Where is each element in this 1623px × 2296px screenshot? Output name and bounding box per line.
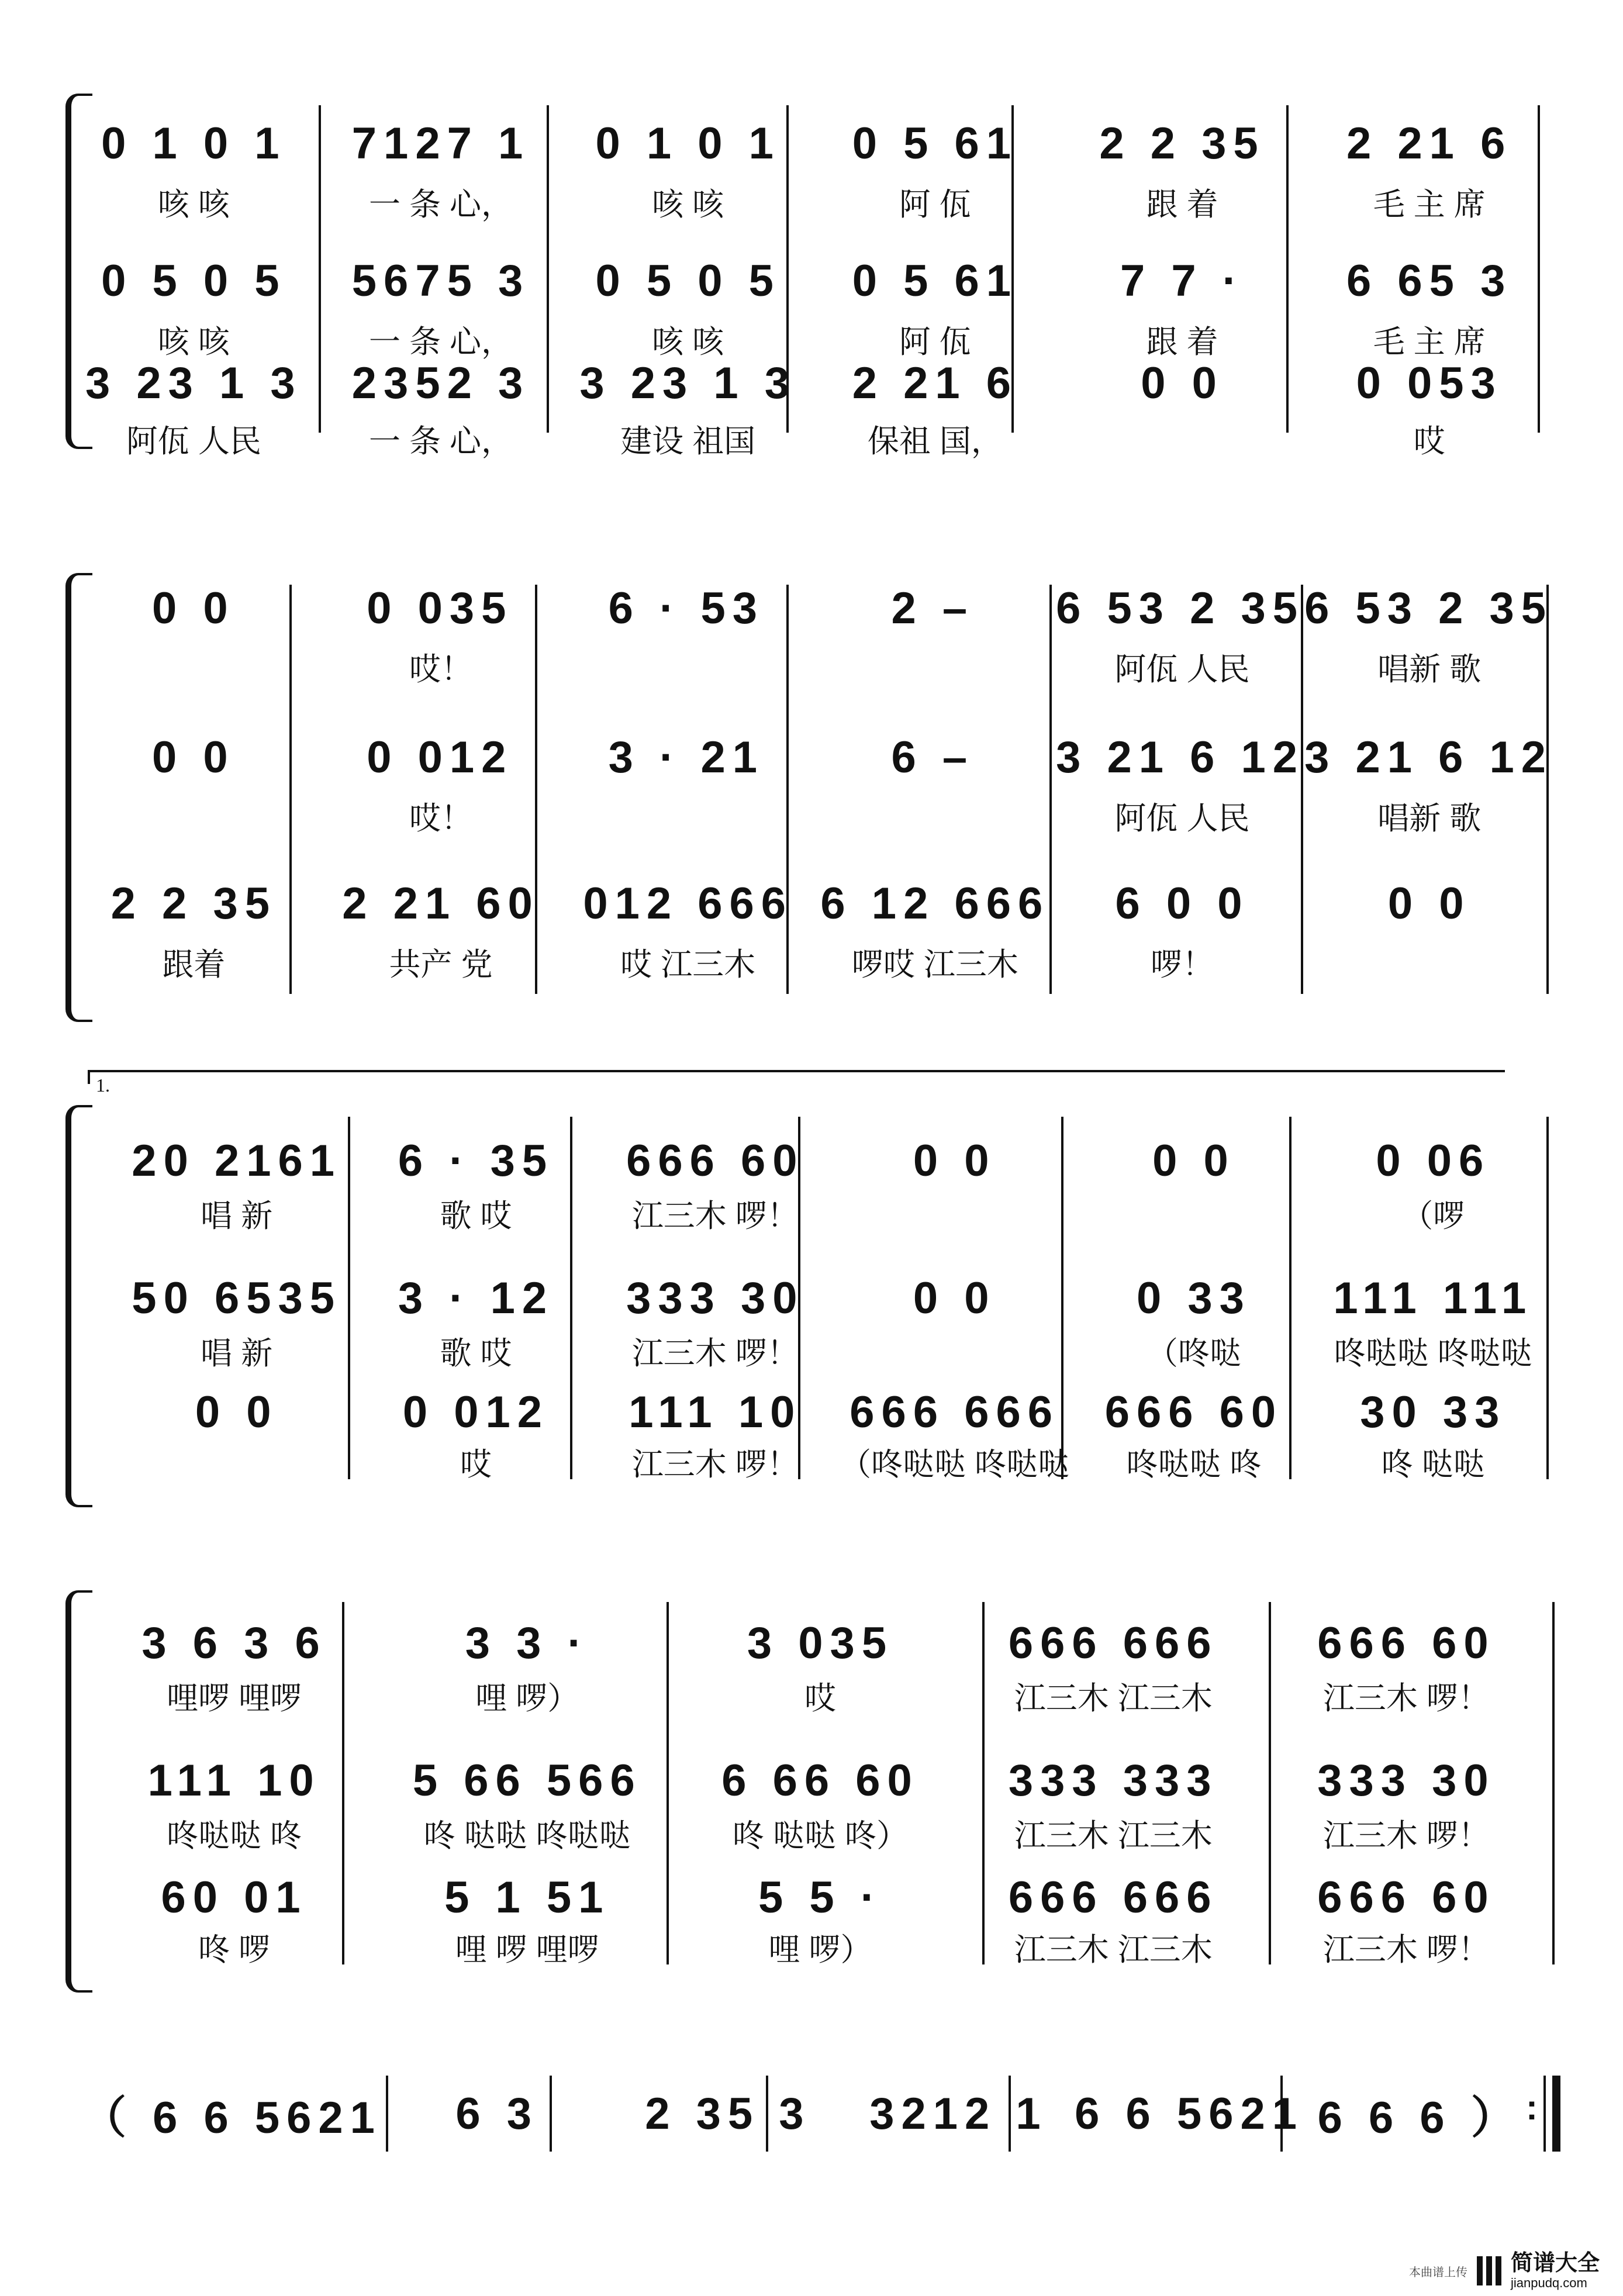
lyric: 江三木 啰！: [631, 1446, 799, 1482]
measure: 6 65 3: [1346, 256, 1513, 306]
lyric: 咚哒哒 咚: [1126, 1446, 1262, 1482]
notation-row: [0, 877, 1623, 930]
lyric: 咚 哒哒: [1381, 1446, 1485, 1482]
measure: 333 333: [1008, 1755, 1218, 1805]
measure: 0 0: [1141, 358, 1224, 408]
measure: 3 21 6 12: [1304, 732, 1553, 782]
measure: 0 0: [151, 732, 235, 782]
lyric: 哎: [1413, 423, 1445, 459]
measure: 6 53 2 35: [1304, 583, 1553, 633]
lyric: 哩啰 哩啰: [167, 1680, 302, 1716]
notation-row: [0, 117, 1623, 170]
measure: 0 1 0 1: [101, 118, 286, 168]
system-2: [0, 561, 1623, 1029]
lyric: 哩 啰）: [475, 1680, 579, 1716]
lyric: （咚哒哒 咚哒哒: [840, 1446, 1070, 1482]
measure: 3 035: [747, 1618, 894, 1668]
lyric: 一 条 心，: [369, 324, 513, 360]
notation-row: [0, 254, 1623, 307]
lyric: 咳 咳: [157, 187, 230, 222]
measure: 50 6535: [132, 1273, 342, 1323]
lyric: 江三木 江三木: [1014, 1680, 1213, 1716]
measure: 3 21 6 12: [1056, 732, 1305, 782]
site-url: jianpudq.com: [1510, 2275, 1587, 2290]
measure: 5 66 566: [412, 1755, 642, 1805]
measure: 5675 3: [351, 256, 530, 306]
lyric: 江三木 江三木: [1014, 1932, 1213, 1967]
lyric: 江三木 啰！: [631, 1198, 799, 1234]
notation-row: [0, 1386, 1623, 1438]
lyric: 哎！: [409, 651, 472, 687]
measure: 2 21 6: [852, 358, 1018, 408]
system-1: [0, 82, 1623, 459]
lyric: 哩 啰）: [768, 1932, 872, 1967]
lyric: （咚哒: [1146, 1335, 1241, 1371]
measure: 6 0 0: [1115, 878, 1249, 928]
measure: 6 6 6 ）: [1317, 2093, 1522, 2143]
lyric-row: [0, 795, 1623, 836]
lyric: 阿 佤: [899, 187, 971, 222]
measure: 6 · 35: [398, 1135, 554, 1186]
measure: 0 5 61: [852, 118, 1018, 168]
measure: 666 60: [1317, 1872, 1496, 1922]
measure: 30 33: [1360, 1387, 1507, 1437]
lyric-row: [0, 1812, 1623, 1853]
lyric: 江三木 啰！: [1322, 1680, 1490, 1716]
measure: 6 53 2 35: [1056, 583, 1305, 633]
measure: 20 2161: [132, 1135, 342, 1186]
lyric-row: [0, 319, 1623, 360]
lyric: 江三木 啰！: [631, 1335, 799, 1371]
lyric: 咚哒哒 咚哒哒: [1334, 1335, 1532, 1371]
measure: 0 053: [1356, 358, 1503, 408]
measure: 3 · 12: [398, 1273, 554, 1323]
lyric: 唱 新: [201, 1335, 273, 1371]
measure: 0 0: [195, 1387, 278, 1437]
notation-row: [0, 1754, 1623, 1807]
measure: 012 666: [583, 878, 793, 928]
measure: 7127 1: [351, 118, 530, 168]
lyric: 共产 党: [389, 947, 493, 982]
lyric-row: [0, 646, 1623, 687]
measure: 0 1 0 1: [595, 118, 781, 168]
measure: 0 06: [1376, 1135, 1491, 1186]
lyric: 啰！: [1151, 947, 1214, 982]
measure: 3 · 21: [608, 732, 764, 782]
measure: 666 60: [626, 1135, 804, 1186]
measure: 0 012: [367, 732, 513, 782]
lyric-row: [0, 418, 1623, 459]
lyric-row: [0, 1926, 1623, 1967]
lyric: 阿佤 人民: [1114, 800, 1250, 836]
lyric: 哎: [804, 1680, 836, 1716]
measure: 111 10: [629, 1387, 802, 1437]
measure: 666 666: [850, 1387, 1060, 1437]
measure: 0 0: [913, 1273, 996, 1323]
measure: 6 · 53: [608, 583, 764, 633]
measure: 3 3 ·: [465, 1618, 589, 1668]
measure: 0 0: [1152, 1135, 1235, 1186]
lyric: 毛 主 席: [1373, 324, 1486, 360]
measure: 0 5 0 5: [595, 256, 781, 306]
measure: 0 012: [402, 1387, 550, 1437]
lyric: 跟着: [162, 947, 226, 982]
notation-row: [0, 582, 1623, 634]
measure: 333 30: [626, 1273, 804, 1323]
lyric-row: [0, 181, 1623, 222]
measure: 2 –: [891, 583, 975, 633]
measure: 111 111: [1333, 1273, 1534, 1323]
lyric: 哎: [460, 1446, 492, 1482]
system-3: [0, 1070, 1623, 1514]
lyric: 跟 着: [1146, 324, 1218, 360]
site-watermark: [1409, 2252, 1600, 2290]
lyric: 阿佤 人民: [126, 423, 261, 459]
lyric: 唱新 歌: [1377, 800, 1482, 836]
measure: 666 60: [1317, 1618, 1496, 1668]
system-4: [0, 1579, 1623, 2000]
lyric: 啰哎 江三木: [851, 947, 1018, 982]
notation-row: [0, 1871, 1623, 1924]
lyric-row: [0, 1675, 1623, 1716]
lyric: 哎 江三木: [620, 947, 756, 982]
measure: 111 10: [147, 1755, 321, 1805]
measure: 2352 3: [351, 358, 530, 408]
lyric: 咳 咳: [652, 324, 724, 360]
measure: 0 035: [367, 583, 513, 633]
lyric: 一 条 心，: [369, 187, 513, 222]
lyric: 唱 新: [201, 1198, 273, 1234]
notation-row: [0, 1272, 1623, 1324]
volta-bracket: [88, 1070, 1505, 1096]
measure: 6 6 5621: [1075, 2088, 1304, 2139]
measure: 0 5 0 5: [101, 256, 286, 306]
measure: 2 2 35: [110, 878, 277, 928]
lyric: 哩 啰 哩啰: [455, 1932, 599, 1967]
measure: 0 0: [913, 1135, 996, 1186]
lyric: 咚 哒哒 咚）: [733, 1818, 909, 1853]
lyric: 江三木 啰！: [1322, 1818, 1490, 1853]
lyric: 一 条 心，: [369, 423, 513, 459]
notation-row: [0, 1134, 1623, 1187]
lyric: 保祖 国，: [867, 423, 1003, 459]
lyric: 江三木 江三木: [1014, 1818, 1213, 1853]
volta-label: 1.: [96, 1075, 110, 1096]
lyric: 歌 哎: [440, 1335, 512, 1371]
measure: 0 5 61: [852, 256, 1018, 306]
lyric: 江三木 啰！: [1322, 1932, 1490, 1967]
measure: 666 666: [1008, 1618, 1218, 1668]
lyric: 咚 啰: [198, 1932, 271, 1967]
measure: 5 5 ·: [758, 1872, 883, 1922]
measure: 0 33: [1137, 1273, 1251, 1323]
measure: （ 6 6 5621: [82, 2093, 382, 2143]
measure: 0 0: [151, 583, 235, 633]
site-logo-text: [1511, 2252, 1600, 2290]
measure: 3212 1: [869, 2088, 1048, 2139]
lyric: 咚哒哒 咚: [167, 1818, 302, 1853]
site-name: 简谱大全: [1510, 2251, 1600, 2276]
measure: 0 0: [1387, 878, 1471, 928]
lyric-row: [0, 1441, 1623, 1482]
measure: 5 1 51: [444, 1872, 610, 1922]
measure: 60 01: [161, 1872, 308, 1922]
measure: 666 666: [1008, 1872, 1218, 1922]
notation-row: [0, 731, 1623, 783]
measure: 2 35 3: [645, 2088, 811, 2139]
measure: 3 23 1 3: [579, 358, 797, 408]
lyric: 阿佤 人民: [1114, 651, 1250, 687]
lyric: 跟 着: [1146, 187, 1218, 222]
measure: 6 3: [455, 2088, 539, 2139]
repeat-dots: :: [1526, 2088, 1538, 2127]
notation-row: [0, 1617, 1623, 1669]
measure: 7 7 ·: [1120, 256, 1245, 306]
lyric: 咚 哒哒 咚哒哒: [423, 1818, 631, 1853]
measure: 666 60: [1104, 1387, 1283, 1437]
measure: 6 –: [891, 732, 975, 782]
site-logo-icon: [1477, 2256, 1501, 2285]
lyric: 建设 祖国: [620, 423, 756, 459]
notation-row: [0, 2087, 1623, 2143]
measure: 6 66 60: [721, 1755, 919, 1805]
lyric: 歌 哎: [440, 1198, 512, 1234]
lyric-row: [0, 1330, 1623, 1371]
lyric: 咳 咳: [157, 324, 230, 360]
measure: 3 23 1 3: [85, 358, 302, 408]
measure: 2 21 6: [1346, 118, 1513, 168]
lyric-row: [0, 1193, 1623, 1234]
measure: 2 21 60: [342, 878, 540, 928]
lyric: 毛 主 席: [1373, 187, 1486, 222]
system-5: [0, 2070, 1623, 2163]
measure: 6 12 666: [820, 878, 1050, 928]
lyric: 咳 咳: [652, 187, 724, 222]
measure: 333 30: [1317, 1755, 1496, 1805]
lyric: （啰: [1401, 1198, 1465, 1234]
lyric: 阿 佤: [899, 324, 971, 360]
notation-row: [0, 357, 1623, 409]
lyric-row: [0, 941, 1623, 982]
measure: 3 6 3 6: [141, 1618, 327, 1668]
upload-note: 本曲谱上传: [1408, 2266, 1467, 2279]
lyric: 唱新 歌: [1377, 651, 1482, 687]
lyric: 哎！: [409, 800, 472, 836]
measure: 2 2 35: [1099, 118, 1265, 168]
